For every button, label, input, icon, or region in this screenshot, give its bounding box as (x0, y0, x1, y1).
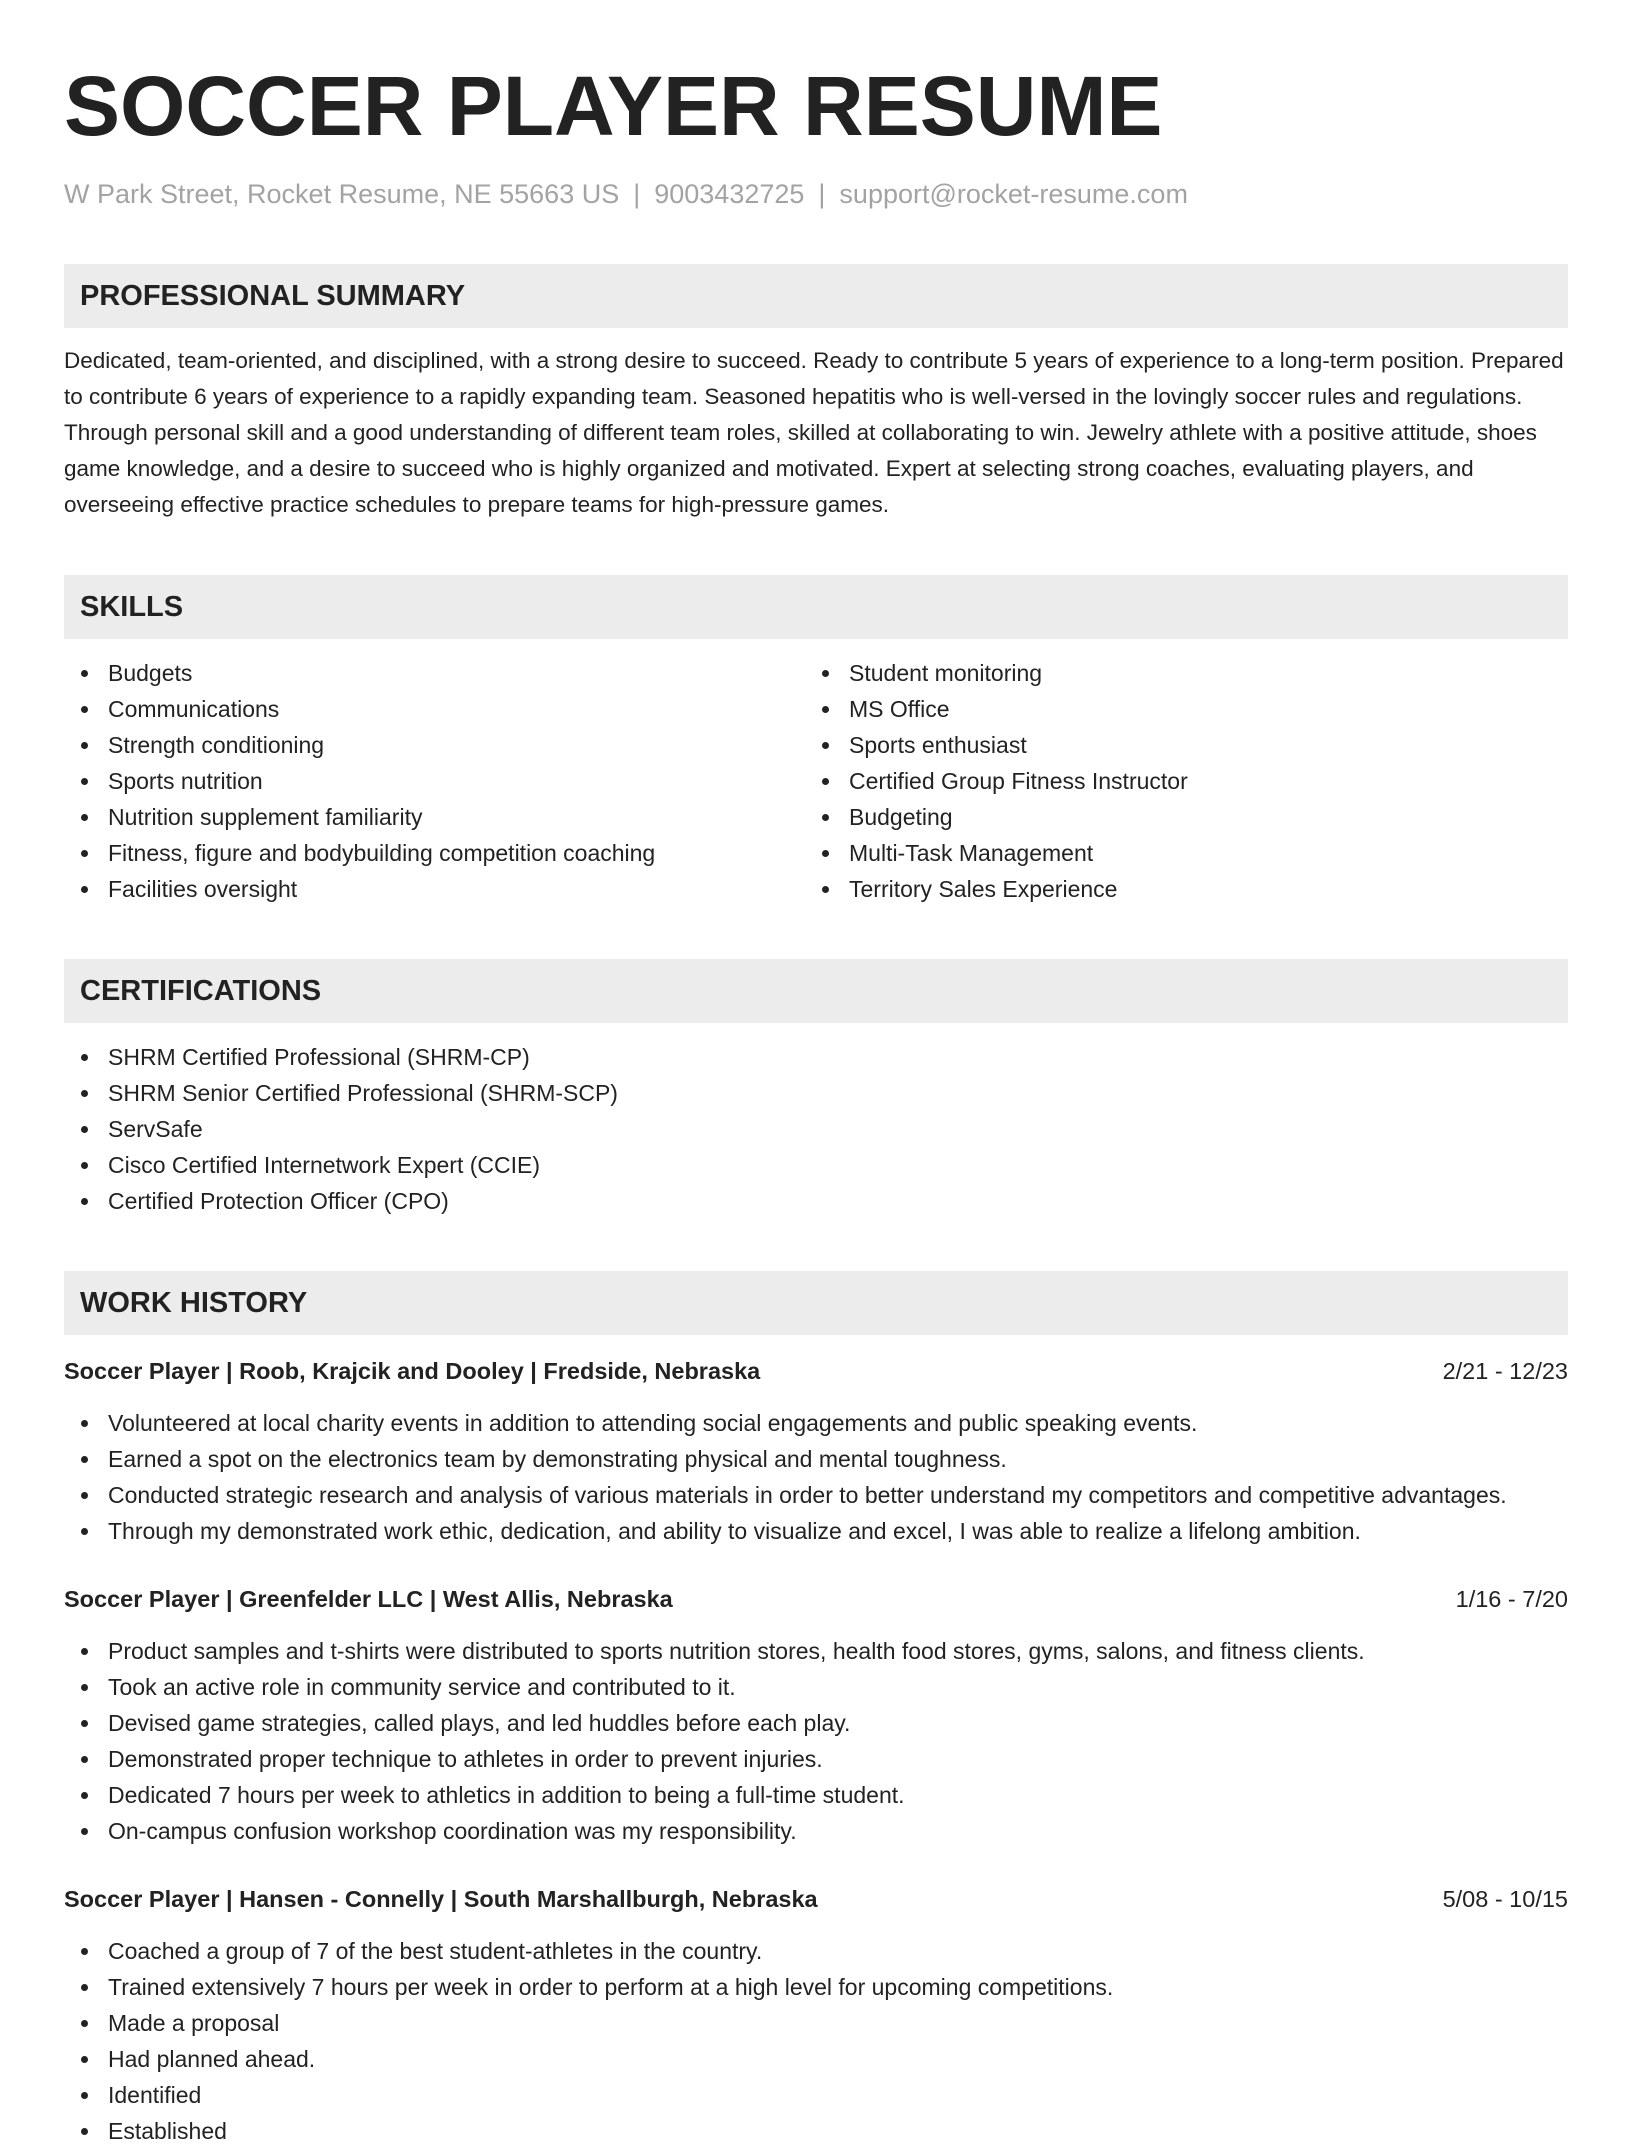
skill-item: MS Office (805, 691, 1546, 727)
job-bullet: Volunteered at local charity events in addition to attending social engagements and public speaking events. (64, 1405, 1568, 1441)
job-bullets (64, 1405, 1568, 1549)
job-dates: 2/21 - 12/23 (1442, 1358, 1568, 1384)
job-title: Soccer Player | Roob, Krajcik and Dooley | Fredside, Nebraska (64, 1358, 761, 1384)
certifications-list (64, 1039, 1568, 1219)
skill-item: Sports enthusiast (805, 727, 1546, 763)
job-header (64, 1581, 1568, 1617)
job-bullet: Made a proposal (64, 2005, 1568, 2041)
job-bullet: Had planned ahead. (64, 2041, 1568, 2077)
job-bullet: Established (64, 2113, 1568, 2149)
skill-item: Student monitoring (805, 655, 1546, 691)
job-bullets (64, 1933, 1568, 2149)
skills-list-left (64, 655, 805, 907)
certification-item: SHRM Certified Professional (SHRM-CP) (64, 1039, 1568, 1075)
skill-item: Facilities oversight (64, 871, 805, 907)
skill-item: Communications (64, 691, 805, 727)
skill-item: Fitness, figure and bodybuilding competition coaching (64, 835, 805, 871)
section-header-skills: SKILLS (64, 575, 1568, 639)
contact-separator: | (818, 179, 826, 209)
job-header (64, 1353, 1568, 1389)
job-dates: 5/08 - 10/15 (1442, 1886, 1568, 1912)
contact-line (64, 176, 1568, 212)
job-title: Soccer Player | Hansen - Connelly | South Marshallburgh, Nebraska (64, 1886, 818, 1912)
summary-text: Dedicated, team-oriented, and disciplined, with a strong desire to succeed. Ready to contribute 5 years of experience to a long-term position. Prepared to contribute 6 years of experience to a rapidly expanding team. Seasoned hepatitis who is well-versed in the lovingly soccer rules and regulations. Through personal skill and a good understanding of different team roles, skilled at collaborating to win. Jewelry athlete with a positive attitude, shoes game knowledge, and a desire to succeed who is highly organized and motivated. Expert at selecting strong coaches, evaluating players, and overseeing effective practice schedules to prepare teams for high-pressure games. (64, 348, 1564, 517)
skill-item: Nutrition supplement familiarity (64, 799, 805, 835)
certification-item: ServSafe (64, 1111, 1568, 1147)
job-bullet: Through my demonstrated work ethic, dedication, and ability to visualize and excel, I was able to realize a lifelong ambition. (64, 1513, 1568, 1549)
section-header-summary: PROFESSIONAL SUMMARY (64, 264, 1568, 328)
job-bullet: Devised game strategies, called plays, and led huddles before each play. (64, 1705, 1568, 1741)
job-title: Soccer Player | Greenfelder LLC | West Allis, Nebraska (64, 1586, 673, 1612)
job-bullet: On-campus confusion workshop coordination was my responsibility. (64, 1813, 1568, 1849)
contact-phone: 9003432725 (654, 179, 805, 209)
job-bullet: Product samples and t-shirts were distributed to sports nutrition stores, health food stores, gyms, salons, and fitness clients. (64, 1633, 1568, 1669)
job-header (64, 1881, 1568, 1917)
skill-item: Sports nutrition (64, 763, 805, 799)
certification-item: SHRM Senior Certified Professional (SHRM-SCP) (64, 1075, 1568, 1111)
contact-separator: | (633, 179, 641, 209)
skills-grid (64, 639, 1568, 907)
contact-email: support@rocket-resume.com (839, 179, 1188, 209)
job-bullet: Identified (64, 2077, 1568, 2113)
section-header-certifications: CERTIFICATIONS (64, 959, 1568, 1023)
job-bullet: Took an active role in community service and contributed to it. (64, 1669, 1568, 1705)
skill-item: Strength conditioning (64, 727, 805, 763)
job-bullets (64, 1633, 1568, 1849)
skill-item: Budgets (64, 655, 805, 691)
skill-item: Territory Sales Experience (805, 871, 1546, 907)
job-bullet: Conducted strategic research and analysis of various materials in order to better understand my competitors and competitive advantages. (64, 1477, 1568, 1513)
skills-list-right (805, 655, 1546, 907)
job-bullet: Earned a spot on the electronics team by demonstrating physical and mental toughness. (64, 1441, 1568, 1477)
job-dates: 1/16 - 7/20 (1455, 1586, 1568, 1612)
contact-address: W Park Street, Rocket Resume, NE 55663 US (64, 179, 620, 209)
skill-item: Multi-Task Management (805, 835, 1546, 871)
job-bullet: Trained extensively 7 hours per week in order to perform at a high level for upcoming competitions. (64, 1969, 1568, 2005)
certification-item: Certified Protection Officer (CPO) (64, 1183, 1568, 1219)
resume-title: SOCCER PLAYER RESUME (64, 59, 1163, 153)
job-bullet: Dedicated 7 hours per week to athletics in addition to being a full-time student. (64, 1777, 1568, 1813)
job-bullet: Coached a group of 7 of the best student-athletes in the country. (64, 1933, 1568, 1969)
skill-item: Certified Group Fitness Instructor (805, 763, 1546, 799)
skill-item: Budgeting (805, 799, 1546, 835)
certification-item: Cisco Certified Internetwork Expert (CCIE) (64, 1147, 1568, 1183)
job-bullet: Demonstrated proper technique to athletes in order to prevent injuries. (64, 1741, 1568, 1777)
section-header-work-history: WORK HISTORY (64, 1271, 1568, 1335)
